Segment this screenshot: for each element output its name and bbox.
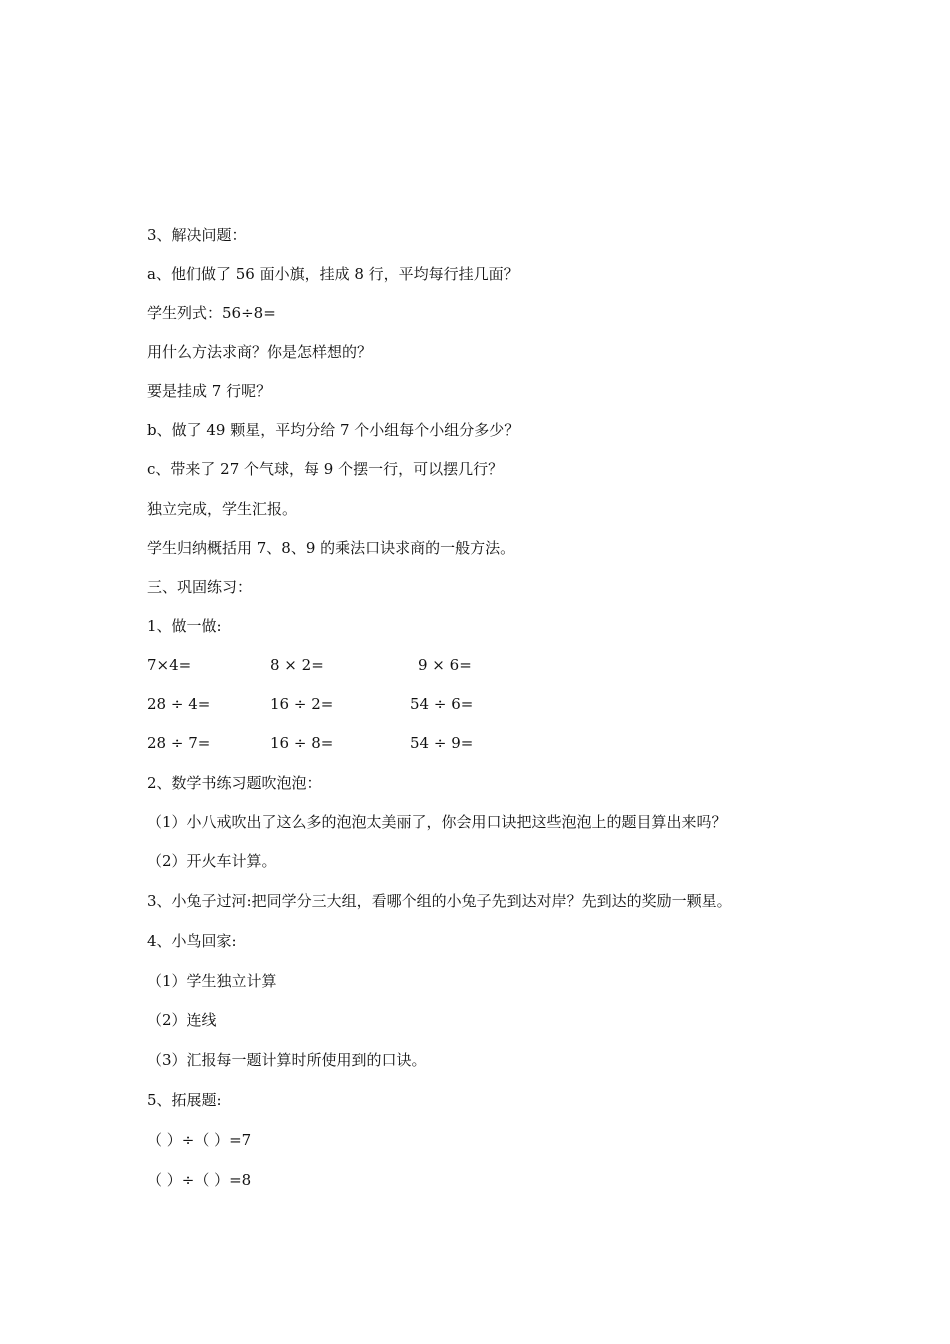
grid-cell: 8 × 2= [270, 656, 324, 674]
item2-heading: 2、数学书练习题吹泡泡： [147, 774, 322, 792]
question-c: c、带来了 27 个气球，每 9 个摆一行，可以摆几行？ [147, 460, 504, 478]
question-b: b、做了 49 颗星，平均分给 7 个小组每个小组分多少？ [147, 421, 520, 439]
item2-sub2: （2）开火车计算。 [147, 852, 277, 870]
item4-sub2: （2）连线 [147, 1011, 217, 1029]
item4-sub1: （1）学生独立计算 [147, 972, 277, 990]
grid-cell: 54 ÷ 9= [410, 734, 474, 752]
item2-sub1: （1）小八戒吹出了这么多的泡泡太美丽了，你会用口诀把这些泡泡上的题目算出来吗？ [147, 813, 727, 831]
item5-equation-1: （ ）÷（ ）=7 [147, 1131, 252, 1149]
item5-equation-2: （ ）÷（ ）=8 [147, 1171, 252, 1189]
item5-heading: 5、拓展题: [147, 1091, 222, 1109]
item4-sub3: （3）汇报每一题计算时所使用到的口诀。 [147, 1051, 427, 1069]
method-question: 用什么方法求商？你是怎样想的？ [147, 343, 373, 361]
summary-text: 学生归纳概括用 7、8、9 的乘法口诀求商的一般方法。 [147, 539, 516, 557]
student-expression: 学生列式：56÷8= [147, 304, 276, 322]
variation-question: 要是挂成 7 行呢？ [147, 382, 272, 400]
problem-solving-heading: 3、解决问题： [147, 226, 247, 244]
question-a: a、他们做了 56 面小旗，挂成 8 行，平均每行挂几面？ [147, 265, 519, 283]
practice-heading: 三、巩固练习： [147, 578, 253, 596]
grid-cell: 16 ÷ 8= [270, 734, 334, 752]
grid-cell: 28 ÷ 4= [147, 695, 211, 713]
item1-heading: 1、做一做: [147, 617, 222, 635]
item4-heading: 4、小鸟回家: [147, 932, 237, 950]
grid-cell: 7×4= [147, 656, 192, 674]
item3-text: 3、小兔子过河:把同学分三大组，看哪个组的小兔子先到达对岸？先到达的奖励一颗星。 [147, 892, 732, 910]
grid-cell: 16 ÷ 2= [270, 695, 334, 713]
grid-cell: 9 × 6= [418, 656, 472, 674]
grid-cell: 28 ÷ 7= [147, 734, 211, 752]
grid-cell: 54 ÷ 6= [410, 695, 474, 713]
independent-work: 独立完成，学生汇报。 [147, 500, 298, 518]
